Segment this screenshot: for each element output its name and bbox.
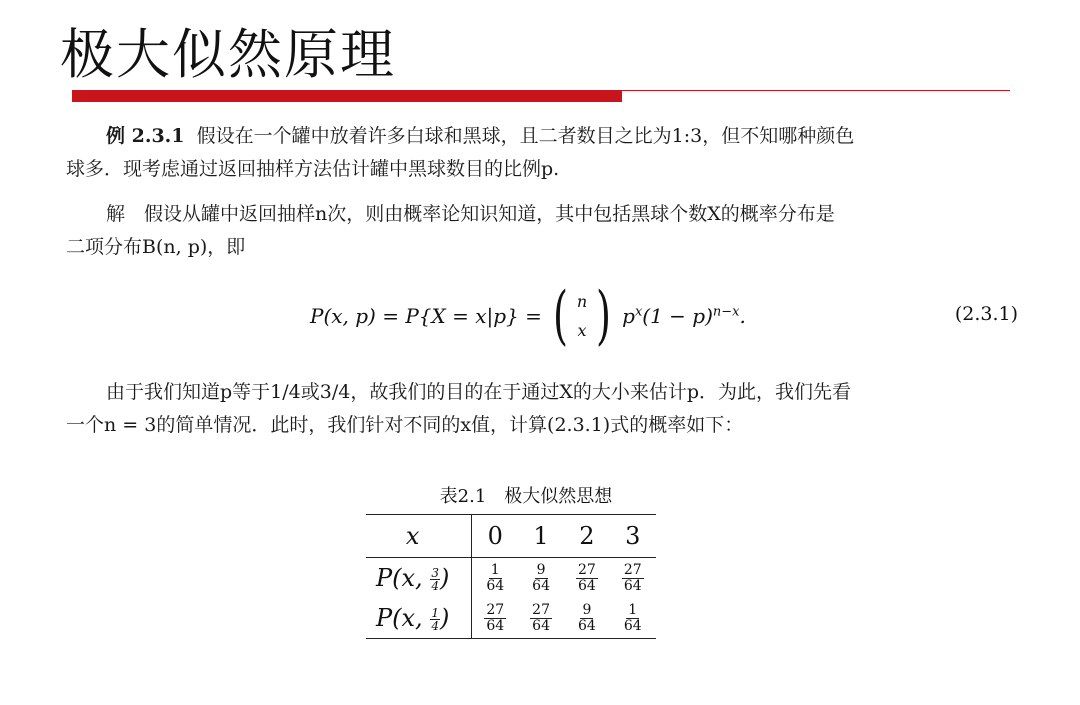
row-label-prefix: P(x, <box>376 604 431 632</box>
title-underline-thick <box>72 90 622 102</box>
rhs-exp2: n−x <box>712 304 740 320</box>
intro-line1: 由于我们知道p等于1/4或3/4，故我们的目的在于通过X的大小来估计p．为此，我们先看 <box>106 381 852 403</box>
table-row <box>366 558 656 599</box>
binomial-coefficient <box>548 279 616 353</box>
intro-line2: 一个n = 3的简单情况．此时，我们针对不同的x值，计算(2.3.1)式的概率如下： <box>66 414 744 436</box>
binom-bottom: x <box>577 321 587 340</box>
table-cell <box>518 558 564 599</box>
rhs-end: . <box>739 304 746 328</box>
table-caption: 表2.1 极大似然思想 <box>439 486 613 507</box>
table-cell <box>610 598 656 639</box>
frac-num: 1 <box>628 601 638 618</box>
table-cell <box>472 558 518 599</box>
example-label: 例 2.3.1 <box>106 125 185 147</box>
table-col-2: 2 <box>564 515 610 558</box>
frac-num: 27 <box>577 561 596 578</box>
table-row <box>366 598 656 639</box>
intro-paragraph <box>66 376 1022 442</box>
frac-den: 64 <box>532 617 550 634</box>
right-paren: ) <box>596 279 612 353</box>
frac-num: 1 <box>431 606 439 620</box>
table-cell <box>518 598 564 639</box>
frac-num: 1 <box>490 561 500 578</box>
table-header-x: x <box>366 515 472 558</box>
frac-den: 64 <box>486 577 505 594</box>
frac-den: 64 <box>577 617 596 634</box>
row-label-p14 <box>366 598 472 639</box>
table-col-1: 1 <box>518 515 564 558</box>
frac-den: 64 <box>623 617 642 634</box>
table-col-0: 0 <box>472 515 518 558</box>
left-paren: ( <box>552 279 568 353</box>
table-cell <box>564 598 610 639</box>
frac-num: 9 <box>582 601 592 618</box>
frac-num: 27 <box>532 601 550 618</box>
rhs-exp1: x <box>634 304 643 320</box>
frac-den: 64 <box>532 577 550 594</box>
equation-number: (2.3.1) <box>954 303 1018 325</box>
frac-num: 9 <box>536 561 546 578</box>
binomial-equation <box>310 279 746 353</box>
frac-num: 27 <box>486 601 505 618</box>
fraction <box>430 567 440 592</box>
row-label-prefix: P(x, <box>376 564 431 592</box>
solution-paragraph <box>66 198 1022 264</box>
rhs-base: p <box>622 304 635 328</box>
table-col-3: 3 <box>610 515 656 558</box>
frac-den: 64 <box>623 577 642 594</box>
frac-den: 4 <box>431 619 439 633</box>
frac-den: 64 <box>486 617 505 634</box>
table-cell <box>610 558 656 599</box>
example-paragraph <box>66 120 1022 186</box>
frac-num: 27 <box>623 561 642 578</box>
fraction <box>430 607 440 632</box>
table-cell <box>564 558 610 599</box>
equation-lhs: P(x, p) = P{X = x|p} = <box>310 304 542 328</box>
slide-title: 极大似然原理 <box>60 23 396 86</box>
equation-rhs <box>622 304 746 328</box>
title-underline-thin <box>622 90 1010 91</box>
example-text-line2: 球多．现考虑通过返回抽样方法估计罐中黑球数目的比例p. <box>66 158 560 180</box>
rhs-mid: (1 − p) <box>642 304 713 328</box>
frac-den: 64 <box>577 577 596 594</box>
row-label-p34 <box>366 558 472 599</box>
solution-line2: 二项分布B(n, p)，即 <box>66 236 246 258</box>
table-cell <box>472 598 518 639</box>
row-label-suffix: ) <box>439 604 450 632</box>
example-text-line1: 假设在一个罐中放着许多白球和黑球，且二者数目之比为1:3，但不知哪种颜色 <box>196 125 855 147</box>
table-header-row <box>366 515 656 558</box>
likelihood-table <box>366 514 656 639</box>
frac-den: 4 <box>431 579 439 593</box>
solution-line1: 解 假设从罐中返回抽样n次，则由概率论知识知道，其中包括黑球个数X的概率分布是 <box>106 203 835 225</box>
frac-num: 3 <box>431 566 439 580</box>
row-label-suffix: ) <box>439 564 450 592</box>
binom-top: n <box>576 292 588 311</box>
